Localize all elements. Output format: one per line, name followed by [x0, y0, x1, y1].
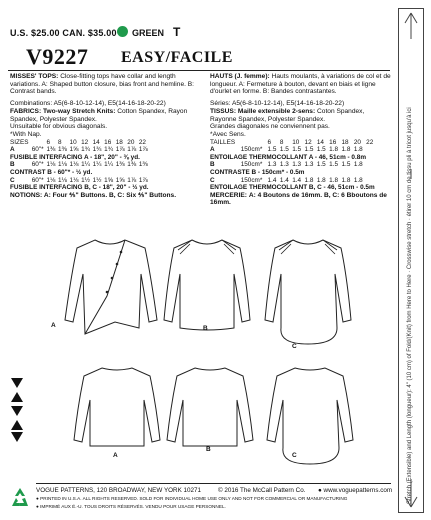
color-name: GREEN [132, 28, 165, 38]
footer-rule [36, 483, 391, 484]
stretch-gauge-text: Stretch (Extensible) and Length (longueur): 4" (10 cm) of Fold/(Knit) from Here to Here · Crosswise stretch · étirer 10 cm de tissu pli à tricot jusqu'à ici [407, 107, 413, 504]
french-combinations: Séries: A5(6-8-10-12-14), E5(14-16-18-20-22) [210, 100, 345, 108]
stretch-gauge-strip [398, 8, 424, 513]
front-view-a [55, 236, 165, 338]
french-row-b: B 150cm* 1.3 1.3 1.3 1.3 1.5 1.5 1.5 1.8 [210, 161, 363, 169]
french-yardage-table [210, 139, 377, 192]
front-view-a-label: A [51, 322, 56, 329]
french-notions: MERCERIE: A: 4 Boutons de 16mm. B, C: 6 Bboutons de 16mm. [210, 191, 387, 207]
front-view-c-label: C [292, 343, 297, 350]
french-fabrics: TISSUS: Maille extensible 2-sens: Coton Spandex, Rayonne Spandex, Polyester Spandex. [210, 107, 365, 123]
difficulty: EASY/FACILE [121, 49, 233, 66]
back-view-a [72, 364, 162, 452]
t-mark: T [173, 25, 181, 39]
footer-printed: ● PRINTED IN U.S.A. ALL RIGHTS RESERVED. SOLD FOR INDIVIDUAL HOME USE ONLY AND NOT FOR COMMERCIAL OR MANUFACTURING [36, 496, 348, 501]
english-nap: *With Nap. [10, 130, 42, 138]
french-description: HAUTS (J. femme): Hauts moulants, à variations de col et de longueur. A: Fermeture à bouton, devant en biais et ligne d'ourlet en forme. B: Bandes contrastantes. [210, 73, 391, 96]
english-contrast-b: CONTRAST B - 60"* - ½ yd. [10, 169, 93, 176]
footer-copyright: © 2016 The McCall Pattern Co. [218, 487, 306, 494]
french-sizes-row: TAILLES 6 8 10 12 14 16 18 20 22 [210, 138, 374, 146]
pattern-number: V9227 [26, 44, 89, 69]
back-view-b-label: B [206, 446, 211, 453]
french-interfacing-a: ENTOILAGE THERMOCOLLANT A - 46, 51cm - 0.8m [210, 153, 367, 161]
english-combinations: Combinations: A5(6-8-10-12-14), E5(14-16-18-20-22) [10, 100, 166, 108]
recycle-icon [8, 486, 32, 510]
header-rule [8, 70, 390, 71]
footer-imprime: ● IMPRIMÉ AUX É.-U. TOUS DROITS RÉSERVÉS. VENDU POUR USAGE PERSONNEL. [36, 504, 226, 509]
english-interfacing-a: FUSIBLE INTERFACING A - 18", 20" - ⅜ yd. [10, 153, 140, 161]
french-row-c: C 150cm* 1.4 1.4 1.4 1.8 1.8 1.8 1.8 1.8 [210, 176, 363, 184]
footer-address: VOGUE PATTERNS, 120 BROADWAY, NEW YORK 10271 [36, 487, 202, 494]
front-view-c [263, 236, 353, 348]
french-contrast-b: CONTRASTE B - 150cm* - 0.5m [210, 169, 305, 176]
english-notions: NOTIONS: A: Four ⅘" Buttons. B, C: Six ⅘" Buttons. [10, 191, 177, 199]
back-view-c-label: C [292, 452, 297, 459]
triangle-down-icon-2 [11, 406, 23, 416]
french-row-a: A 150cm* 1.5 1.5 1.5 1.5 1.5 1.8 1.8 1.8 [210, 146, 363, 154]
back-view-a-label: A [113, 452, 118, 459]
triangle-down-icon [11, 378, 23, 388]
english-fabrics: FABRICS: Two-way Stretch Knits: Cotton Spandex, Rayon Spandex, Polyester Spandex. [10, 107, 188, 123]
english-interfacing-bc: FUSIBLE INTERFACING B, C - 18", 20" - ½ yd. [10, 184, 149, 192]
back-view-b [165, 364, 255, 452]
english-description: MISSES' TOPS: Close-fitting tops have collar and length variations. A: Shaped button closure, bias front and hemline. B: Contrast bands. [10, 73, 195, 96]
front-view-b-label: B [203, 325, 208, 332]
english-sizes-row: SIZES 6 8 10 12 14 16 18 20 22 [10, 138, 146, 146]
french-column [210, 73, 392, 207]
english-row-b: B 60"* 1⅛ 1⅛ 1⅛ 1¼ 1¼ 1¼ 1⅜ 1⅜ 1⅜ [10, 161, 148, 169]
front-view-b [162, 236, 252, 336]
hourglass-icon [11, 420, 23, 442]
french-interfacing-bc: ENTOILAGE THERMOCOLLANT B, C - 46, 51cm - 0.5m [210, 184, 375, 192]
french-nap: *Avec Sens. [210, 130, 246, 138]
english-column [10, 73, 200, 199]
footer-website: ● www.voguepatterns.com [318, 487, 393, 494]
triangle-up-icon [11, 392, 23, 402]
french-unsuitable: Grandes diagonales ne conviennent pas. [210, 123, 330, 131]
care-icons [10, 376, 24, 444]
back-view-c [265, 364, 355, 468]
color-dot [117, 26, 128, 37]
english-yardage-table [10, 139, 151, 192]
price: U.S. $25.00 CAN. $35.00 [10, 28, 117, 38]
english-unsuitable: Unsuitable for obvious diagonals. [10, 123, 108, 131]
english-row-c: C 60"* 1⅛ 1⅛ 1⅛ 1½ 1½ 1⅝ 1⅝ 1⅞ 1⅞ [10, 176, 148, 184]
english-row-a: A 60"* 1⅜ 1⅜ 1⅝ 1¾ 1¾ 1¾ 1⅞ 1⅞ 1⅞ [10, 146, 148, 154]
